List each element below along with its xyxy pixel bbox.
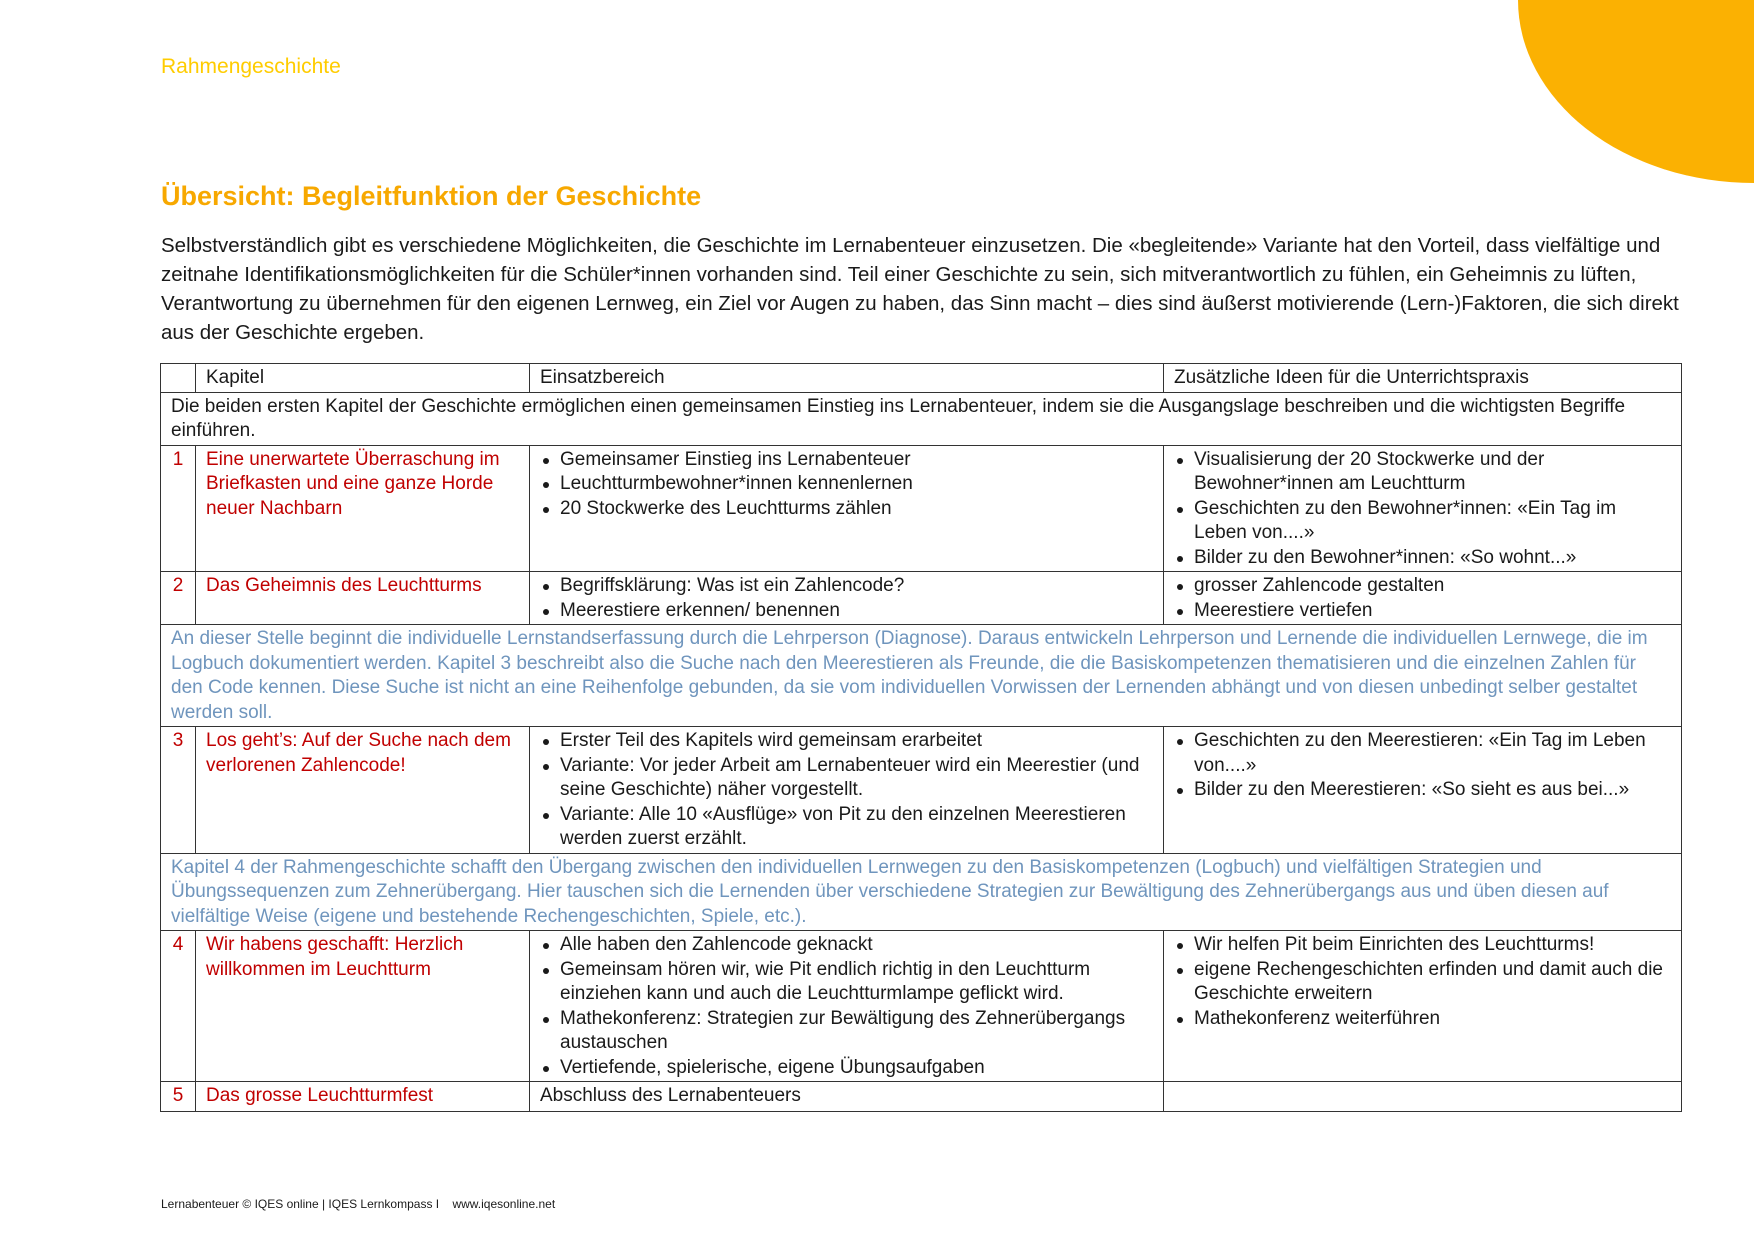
chapter-title: Wir habens geschafft: Herzlich willkommen im Leuchtturm [196,931,530,1082]
decorative-corner-shape [1518,0,1754,183]
ideen-cell [1164,727,1682,854]
bullet-item: Visualisierung der 20 Stockwerke und der Bewohner*innen am Leuchtturm [1174,448,1671,497]
bullet-item: Bilder zu den Bewohner*innen: «So wohnt...» [1174,546,1671,571]
bullet-item: Variante: Alle 10 «Ausflüge» von Pit zu den einzelnen Meerestieren werden zuerst erzählt. [540,803,1153,852]
bullet-item: Gemeinsam hören wir, wie Pit endlich richtig in den Leuchtturm einziehen kann und auch die Leuchtturmlampe geflickt wird. [540,958,1153,1007]
chapter-number: 3 [161,727,196,854]
einsatz-cell [530,931,1164,1082]
chapter-number: 5 [161,1082,196,1112]
bullet-item: Geschichten zu den Meerestieren: «Ein Tag im Leben von....» [1174,729,1671,778]
footer: Lernabenteuer © IQES online | IQES Lernkompass I www.iqesonline.net [161,1197,556,1211]
chapter-number: 4 [161,931,196,1082]
chapter-title: Das grosse Leuchtturmfest [196,1082,530,1112]
table-row [161,727,1682,854]
bullet-item: Meerestiere vertiefen [1174,599,1671,624]
ideen-cell [1164,1082,1682,1112]
ideen-cell [1164,931,1682,1082]
bullet-item: Alle haben den Zahlencode geknackt [540,933,1153,958]
bullet-item: Vertiefende, spielerische, eigene Übungsaufgaben [540,1056,1153,1081]
note-row [161,853,1682,931]
bullet-item: Wir helfen Pit beim Einrichten des Leuchtturms! [1174,933,1671,958]
bullet-item: Begriffsklärung: Was ist ein Zahlencode? [540,574,1153,599]
table-row [161,1082,1682,1112]
chapter-title: Los geht’s: Auf der Suche nach dem verlorenen Zahlencode! [196,727,530,854]
bullet-item: Gemeinsamer Einstieg ins Lernabenteuer [540,448,1153,473]
ideen-cell [1164,445,1682,572]
note-row [161,625,1682,727]
header-ideen: Zusätzliche Ideen für die Unterrichtspraxis [1164,364,1682,393]
table-row [161,931,1682,1082]
bullet-item: 20 Stockwerke des Leuchtturms zählen [540,497,1153,522]
bullet-item: Mathekonferenz: Strategien zur Bewältigung des Zehnerübergangs austauschen [540,1007,1153,1056]
einsatz-cell: Abschluss des Lernabenteuers [530,1082,1164,1112]
running-head: Rahmengeschichte [161,55,341,78]
table-header-row [161,364,1682,393]
note-diagnosis: An dieser Stelle beginnt die individuelle Lernstandserfassung durch die Lehrperson (Diagnose). Daraus entwickeln Lehrperson und Lernende die individuellen Lernwege, die im Logbuch dokumentiert werden. Kapitel 3 beschreibt also die Suche nach den Meerestieren als Freunde, die die Basiskompetenzen thematisieren und die einzelnen Zahlen für den Code kennen. Diese Suche ist nicht an eine Reihenfolge gebunden, da sie vom individuellen Vorwissen der Lernenden abhängt und von diesen unbedingt selber gestaltet werden soll. [161,625,1682,727]
bullet-item: Mathekonferenz weiterführen [1174,1007,1671,1032]
bullet-item: eigene Rechengeschichten erfinden und damit auch die Geschichte erweitern [1174,958,1671,1007]
table-row [161,445,1682,572]
table-row [161,572,1682,625]
overview-table [160,363,1682,1112]
chapter-number: 2 [161,572,196,625]
bullet-item: Bilder zu den Meerestieren: «So sieht es aus bei...» [1174,778,1671,803]
note-chapter-4: Kapitel 4 der Rahmengeschichte schafft den Übergang zwischen den individuellen Lernwegen zu den Basiskompetenzen (Logbuch) und vielfältigen Strategien und Übungssequenzen zum Zehnerübergang. Hier tauschen sich die Lernenden über verschiedene Strategien zur Bewältigung des Zehnerübergangs aus und üben diesen auf vielfältige Weise (eigene und bestehende Rechengeschichten, Spiele, etc.). [161,853,1682,931]
bullet-item: Geschichten zu den Bewohner*innen: «Ein Tag im Leben von....» [1174,497,1671,546]
bullet-item: Variante: Vor jeder Arbeit am Lernabenteuer wird ein Meerestier (und seine Geschichte) näher vorgestellt. [540,754,1153,803]
header-einsatzbereich: Einsatzbereich [530,364,1164,393]
einsatz-cell [530,445,1164,572]
einsatz-cell [530,727,1164,854]
ideen-cell [1164,572,1682,625]
bullet-item: grosser Zahlencode gestalten [1174,574,1671,599]
bullet-item: Erster Teil des Kapitels wird gemeinsam erarbeitet [540,729,1153,754]
note-row [161,392,1682,445]
bullet-item: Leuchtturmbewohner*innen kennenlernen [540,472,1153,497]
chapter-title: Eine unerwartete Überraschung im Briefkasten und eine ganze Horde neuer Nachbarn [196,445,530,572]
bullet-item: Meerestiere erkennen/ benennen [540,599,1153,624]
intro-paragraph: Selbstverständlich gibt es verschiedene Möglichkeiten, die Geschichte im Lernabenteuer einzusetzen. Die «begleitende» Variante hat den Vorteil, dass vielfältige und zeitnahe Identifikationsmöglichkeiten für die Schüler*innen vorhanden sind. Teil einer Geschichte zu sein, sich mitverantwortlich zu fühlen, ein Geheimnis zu lüften, Verantwortung zu übernehmen für den eigenen Lernweg, ein Ziel vor Augen zu haben, das Sinn macht – dies sind äußerst motivierende (Lern-)Faktoren, die sich direkt aus der Geschichte ergeben. [161,234,1679,344]
note-intro-chapters: Die beiden ersten Kapitel der Geschichte ermöglichen einen gemeinsamen Einstieg ins Lernabenteuer, indem sie die Ausgangslage beschreiben und die wichtigsten Begriffe einführen. [161,392,1682,445]
chapter-number: 1 [161,445,196,572]
einsatz-cell [530,572,1164,625]
header-number [161,364,196,393]
header-kapitel: Kapitel [196,364,530,393]
chapter-title: Das Geheimnis des Leuchtturms [196,572,530,625]
page-title: Übersicht: Begleitfunktion der Geschichte [161,181,702,211]
